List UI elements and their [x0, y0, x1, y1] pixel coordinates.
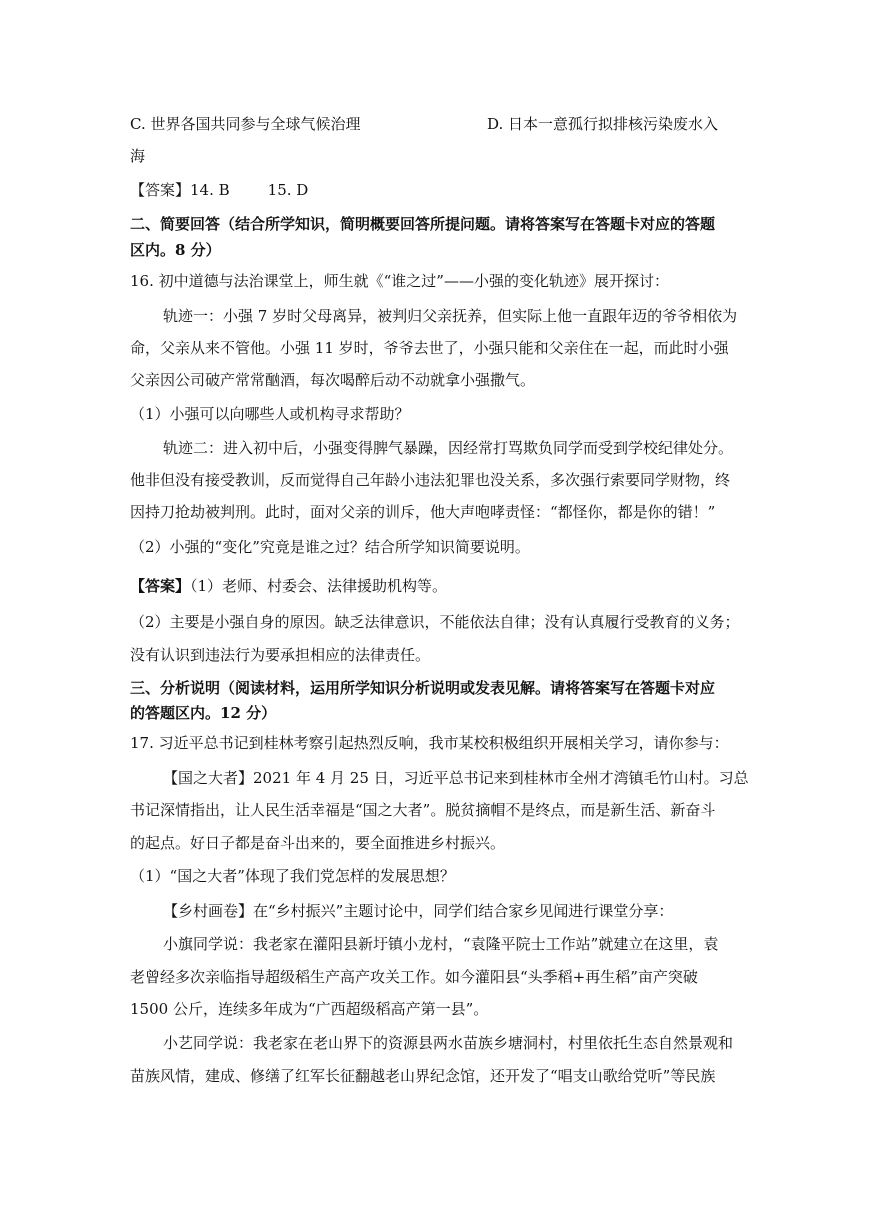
q17-xiaoqi-line3: 1500 公斤，连续多年成为“广西超级稻高产第一县”。	[130, 1000, 489, 1018]
option-d: D. 日本一意孤行拟排核污染废水入	[487, 115, 719, 133]
q17-xiaoqi-line2: 老曾经多次亲临指导超级稻生产高产攻关工作。如今灌阳县“头季稻+再生稻”亩产突破	[130, 968, 698, 986]
q17-intro: 17. 习近平总书记到桂林考察引起热烈反响，我市某校积极组织开展相关学习，请你参与：	[130, 734, 729, 752]
q17-xiaoqi-line1: 小旗同学说：我老家在灌阳县新圩镇小龙村，“袁隆平院士工作站”就建立在这里，袁	[163, 935, 719, 953]
answer-15: 15. D	[267, 181, 309, 199]
q16-answer-line1	[130, 576, 447, 596]
q17-material2: 【乡村画卷】在“乡村振兴”主题讨论中，同学们结合家乡见闻进行课堂分享：	[163, 902, 674, 920]
q16-answer-1: （1）老师、村委会、法律援助机构等。	[190, 577, 448, 595]
q17-xiaoyi-line2: 苗族风情，建成、修缮了红军长征翻越老山界纪念馆，还开发了“唱支山歌给党听”等民族	[130, 1067, 716, 1085]
q17-material1-line1: 【国之大者】2021 年 4 月 25 日，习近平总书记来到桂林市全州才湾镇毛竹山村。习总	[163, 769, 749, 787]
q16-question1: （1）小强可以向哪些人或机构寻求帮助？	[130, 405, 410, 423]
section3-heading-line2: 的答题区内。12 分）	[130, 704, 277, 722]
q16-track2-line1: 轨迹二：进入初中后，小强变得脾气暴躁，因经常打骂欺负同学而受到学校纪律处分。	[163, 439, 734, 457]
q17-question1: （1）“国之大者”体现了我们党怎样的发展思想？	[130, 867, 455, 885]
q16-track2-line3: 因持刀抢劫被判刑。此时，面对父亲的训斥，他大声咆哮责怪：“都怪你，都是你的错！”	[130, 503, 716, 521]
q16-answer2-line1: （2）主要是小强自身的原因。缺乏法律意识，不能依法自律；没有认真履行受教育的义务；	[130, 613, 740, 631]
section3-heading-line1: 三、分析说明（阅读材料，运用所学知识分析说明或发表见解。请将答案写在答题卡对应	[130, 679, 716, 697]
q16-track1-line3: 父亲因公司破产常常酗酒，每次喝醉后动不动就拿小强撒气。	[130, 371, 536, 389]
q16-answer2-line2: 没有认识到违法行为要承担相应的法律责任。	[130, 646, 431, 664]
answer-label: 【答案】	[130, 181, 191, 199]
section2-heading-line1: 二、简要回答（结合所学知识，简明概要回答所提问题。请将答案写在答题卡对应的答题	[130, 215, 716, 233]
q17-material1-line3: 的起点。好日子都是奋斗出来的，要全面推进乡村振兴。	[130, 834, 506, 852]
option-d-continued: 海	[130, 147, 146, 165]
q16-track1-line1: 轨迹一：小强 7 岁时父母离异，被判归父亲抚养，但实际上他一直跟年迈的爷爷相依为	[163, 307, 738, 325]
q16-question2: （2）小强的“变化”究竟是谁之过？结合所学知识简要说明。	[130, 538, 530, 556]
q16-answer-label: 【答案】	[130, 577, 191, 595]
q17-xiaoyi-line1: 小艺同学说：我老家在老山界下的资源县两水苗族乡塘洞村，村里依托生态自然景观和	[163, 1034, 734, 1052]
section2-heading-line2: 区内。8 分）	[130, 241, 221, 259]
q16-track2-line2: 他非但没有接受教训，反而觉得自己年龄小违法犯罪也没关系，多次强行索要同学财物，终	[130, 471, 731, 489]
option-c: C. 世界各国共同参与全球气候治理	[130, 115, 361, 133]
answer-14: 14. B	[190, 181, 230, 199]
q17-material1-line2: 书记深情指出，让人民生活幸福是“国之大者”。脱贫摘帽不是终点，而是新生活、新奋斗	[130, 801, 716, 819]
q16-intro: 16. 初中道德与法治课堂上，师生就《“谁之过”——小强的变化轨迹》展开探讨：	[130, 272, 669, 290]
q16-track1-line2: 命，父亲从来不管他。小强 11 岁时，爷爷去世了，小强只能和父亲住在一起，而此时小强	[130, 339, 729, 357]
answer-line-14-15	[130, 180, 308, 200]
